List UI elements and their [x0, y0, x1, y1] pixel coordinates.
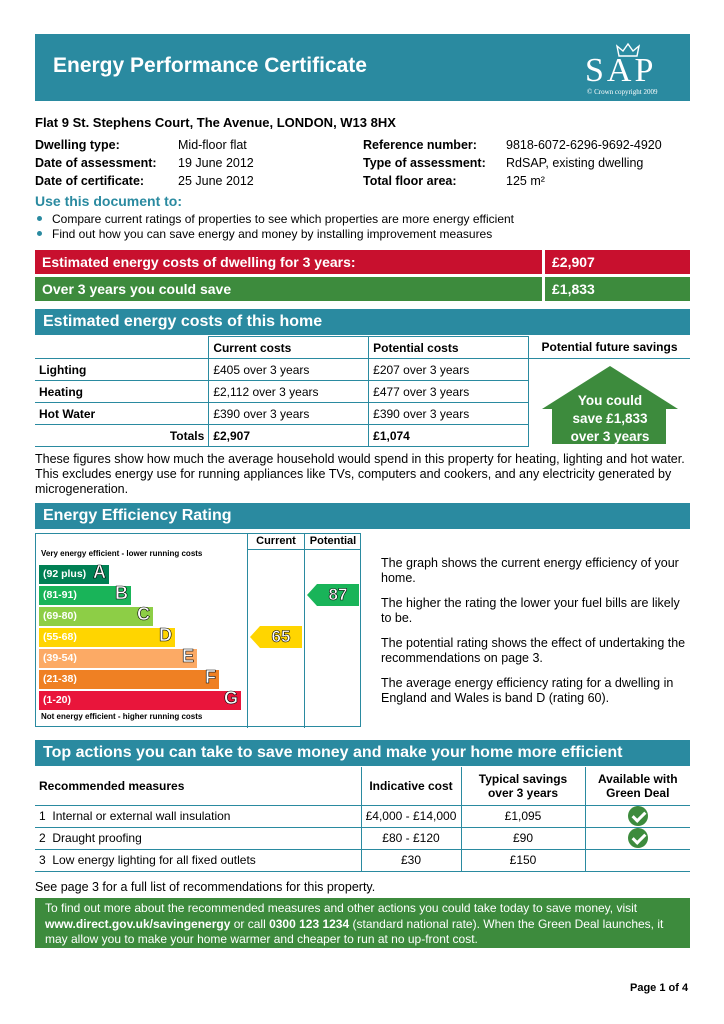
- rating-explanation: The graph shows the current energy efficiency of your home. The higher the rating the lower your fuel bills are likely to be. The potential rating shows the effect of undertaking the recommendations on page 3. The average energy efficiency rating for a dwelling in England and Wales is band D (rating 60).: [381, 556, 686, 705]
- detail-value: 19 June 2012: [178, 156, 254, 170]
- rating-band-letter: A: [93, 562, 106, 582]
- green-deal-check-icon: [628, 806, 648, 826]
- detail-label: Date of assessment:: [35, 156, 157, 170]
- col-cost: Indicative cost: [361, 767, 461, 805]
- detail-label: Reference number:: [363, 138, 477, 152]
- see-page-note: See page 3 for a full list of recommendations for this property.: [35, 880, 376, 894]
- potential-rating-arrow-value: 87: [328, 585, 348, 604]
- rating-band-range: (81-91): [43, 589, 77, 601]
- rating-bottom-label: Not energy efficient - higher running costs: [41, 712, 203, 721]
- rating-band-range: (39-54): [43, 652, 77, 664]
- costs-section-heading: Estimated energy costs of this home: [35, 309, 690, 335]
- rating-band-letter: C: [137, 604, 150, 624]
- actions-section-heading: Top actions you can take to save money and make your home more efficient: [35, 740, 690, 766]
- use-bullet: Compare current ratings of properties to see which properties are more energy efficient: [37, 212, 514, 226]
- details-right: [363, 138, 683, 192]
- rating-band-a: [39, 562, 109, 584]
- current-rating-arrow: [250, 626, 302, 648]
- rating-band-c: [39, 604, 153, 626]
- detail-value: 125 m²: [506, 174, 545, 188]
- detail-label: Date of certificate:: [35, 174, 145, 188]
- costs-table: [35, 336, 529, 447]
- page-title: Energy Performance Certificate: [53, 54, 367, 77]
- info-phone: 0300 123 1234: [269, 916, 350, 931]
- save-value: £1,833: [545, 277, 690, 301]
- estimated-cost-value: £2,907: [545, 250, 690, 274]
- use-bullet: Find out how you can save energy and money by installing improvement measures: [37, 227, 492, 241]
- rating-section-heading: Energy Efficiency Rating: [35, 503, 690, 529]
- detail-value: RdSAP, existing dwelling: [506, 156, 644, 170]
- rating-band-range: (69-80): [43, 610, 77, 622]
- estimated-cost-bar: Estimated energy costs of dwelling for 3 years:: [35, 250, 542, 274]
- bullet-icon: [37, 231, 42, 236]
- table-row: 3 Low energy lighting for all fixed outlets £30 £150: [35, 849, 690, 871]
- table-row: 1 Internal or external wall insulation £4,000 - £14,000 £1,095: [35, 805, 690, 827]
- rating-col-potential: Potential: [309, 535, 357, 547]
- detail-label: Total floor area:: [363, 174, 457, 188]
- detail-label: Type of assessment:: [363, 156, 486, 170]
- costs-note: These figures show how much the average household would spend in this property for heating, lighting and hot water. This excludes energy use for running appliances like TVs, computers and cookers, and any electricity generated by microgeneration.: [35, 452, 685, 496]
- header-banner: [35, 34, 690, 101]
- bullet-icon: [37, 216, 42, 221]
- totals-row: Totals £2,907 £1,074: [35, 425, 529, 447]
- col-potential-savings: Potential future savings: [529, 336, 690, 359]
- detail-label: Dwelling type:: [35, 138, 120, 152]
- detail-value: 25 June 2012: [178, 174, 254, 188]
- details-left: [35, 138, 355, 192]
- col-potential-costs: Potential costs: [369, 337, 529, 359]
- use-heading: Use this document to:: [35, 193, 183, 209]
- rating-chart: [35, 533, 361, 727]
- detail-value: Mid-floor flat: [178, 138, 247, 152]
- save-bar: Over 3 years you could save: [35, 277, 542, 301]
- rating-band-letter: F: [205, 667, 216, 687]
- potential-rating-arrow: [307, 584, 359, 606]
- sap-logo: [583, 42, 683, 98]
- actions-table: [35, 767, 690, 872]
- col-green-deal: Available with Green Deal: [585, 767, 690, 805]
- col-current-costs: Current costs: [209, 337, 369, 359]
- current-rating-arrow-value: 65: [271, 627, 291, 646]
- rating-col-current: Current: [256, 535, 296, 547]
- info-box: To find out more about the recommended measures and other actions you could take today to save money, visit www.direct.gov.uk/savingenergy or call 0300 123 1234 (standard national rate). When the Green Deal launches, it may allow you to make your home warmer and cheaper to run at no up-front cost.: [35, 898, 690, 948]
- info-link[interactable]: www.direct.gov.uk/savingenergy: [45, 916, 231, 931]
- rating-band-range: (92 plus): [43, 568, 87, 580]
- rating-band-g: [39, 688, 241, 710]
- rating-band-range: (1-20): [43, 694, 72, 706]
- rating-band-range: (55-68): [43, 631, 77, 643]
- green-deal-check-icon: [628, 828, 648, 848]
- table-row: Lighting £405 over 3 years £207 over 3 years: [35, 359, 529, 381]
- logo-copyright: © Crown copyright 2009: [587, 88, 658, 96]
- rating-band-f: [39, 667, 219, 689]
- rating-band-letter: B: [115, 583, 128, 603]
- rating-band-range: (21-38): [43, 673, 77, 685]
- rating-band-d: [39, 625, 175, 647]
- savings-message: You could save £1,833 over 3 years: [570, 393, 650, 444]
- rating-band-letter: E: [181, 646, 194, 666]
- rating-band-e: [39, 646, 197, 668]
- table-row: Heating £2,112 over 3 years £477 over 3 years: [35, 381, 529, 403]
- property-address: Flat 9 St. Stephens Court, The Avenue, LONDON, W13 8HX: [35, 115, 396, 130]
- page-number: Page 1 of 4: [630, 982, 689, 994]
- col-savings: Typical savings over 3 years: [461, 767, 585, 805]
- sap-logo-text: SAP: [585, 52, 657, 89]
- rating-band-letter: D: [159, 625, 172, 645]
- col-measures: Recommended measures: [35, 767, 361, 805]
- detail-value: 9818-6072-6296-9692-4920: [506, 138, 662, 152]
- rating-band-b: [39, 583, 131, 605]
- table-row: 2 Draught proofing £80 - £120 £90: [35, 827, 690, 849]
- rating-top-label: Very energy efficient - lower running costs: [41, 549, 203, 558]
- table-row: Hot Water £390 over 3 years £390 over 3 years: [35, 403, 529, 425]
- rating-band-letter: G: [223, 688, 238, 708]
